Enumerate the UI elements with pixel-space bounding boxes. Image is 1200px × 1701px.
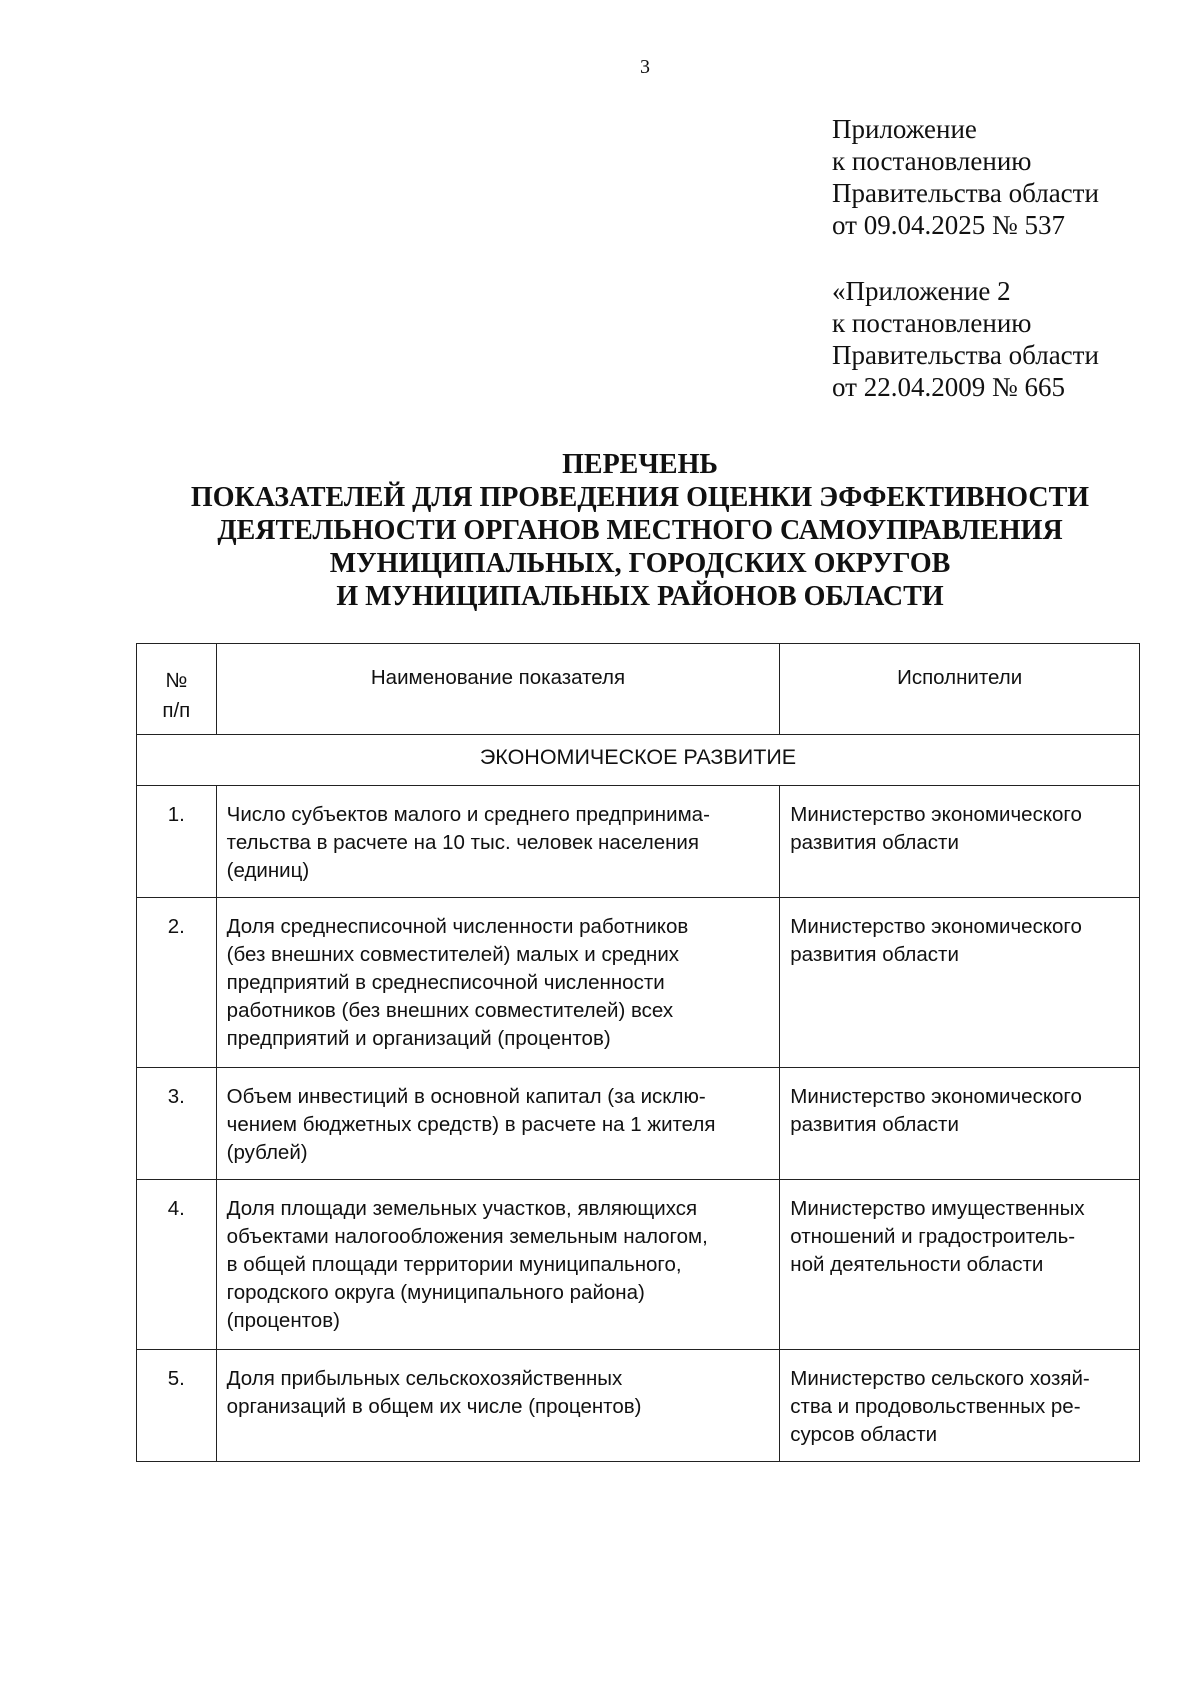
text-line: Доля среднесписочной численности работников bbox=[226, 915, 689, 938]
text-line: работников (без внешних совместителей) всех bbox=[226, 999, 674, 1022]
indicators-table bbox=[136, 643, 1140, 1462]
annex-line: «Приложение 2 bbox=[832, 276, 1011, 306]
text-line: Объем инвестиций в основной капитал (за исклю- bbox=[226, 1085, 706, 1108]
text-line: ной деятельности области bbox=[790, 1253, 1044, 1276]
text-line: Министерство экономического bbox=[790, 1085, 1082, 1108]
text-line: (без внешних совместителей) малых и средних bbox=[226, 943, 680, 966]
table-row bbox=[137, 1350, 1140, 1462]
text-line: сурсов области bbox=[790, 1423, 938, 1446]
annex-line: от 22.04.2009 № 665 bbox=[832, 372, 1065, 402]
row-number: 3. bbox=[137, 1068, 217, 1180]
text-line: (рублей) bbox=[226, 1141, 308, 1164]
text-line: ства и продовольственных ре- bbox=[790, 1395, 1081, 1418]
annex-reference-current bbox=[832, 113, 1099, 241]
indicator-executor bbox=[780, 1068, 1140, 1180]
indicator-name bbox=[216, 1068, 780, 1180]
table-row bbox=[137, 786, 1140, 898]
page-number: 3 bbox=[640, 56, 650, 78]
text-line: развития области bbox=[790, 1113, 959, 1136]
text-line: Министерство экономического bbox=[790, 803, 1082, 826]
title-line: И МУНИЦИПАЛЬНЫХ РАЙОНОВ ОБЛАСТИ bbox=[336, 581, 944, 612]
annex-reference-original bbox=[832, 275, 1099, 403]
indicator-executor bbox=[780, 1180, 1140, 1350]
title-line: МУНИЦИПАЛЬНЫХ, ГОРОДСКИХ ОКРУГОВ bbox=[329, 548, 951, 579]
indicator-name bbox=[216, 786, 780, 898]
text-line: Министерство экономического bbox=[790, 915, 1082, 938]
text-line: объектами налогообложения земельным налогом, bbox=[226, 1225, 708, 1248]
annex-line: к постановлению bbox=[832, 308, 1032, 338]
section-row bbox=[137, 735, 1140, 786]
row-number: 4. bbox=[137, 1180, 217, 1350]
indicator-executor bbox=[780, 898, 1140, 1068]
annex-line: к постановлению bbox=[832, 146, 1032, 176]
text-line: предприятий и организаций (процентов) bbox=[226, 1027, 611, 1050]
annex-line: Правительства области bbox=[832, 340, 1099, 370]
header-number bbox=[137, 644, 217, 735]
row-number: 1. bbox=[137, 786, 217, 898]
text-line: развития области bbox=[790, 943, 959, 966]
row-number: 5. bbox=[137, 1350, 217, 1462]
text-line: в общей площади территории муниципального, bbox=[226, 1253, 682, 1276]
title-line: ПЕРЕЧЕНЬ bbox=[562, 449, 718, 480]
annex-line: от 09.04.2025 № 537 bbox=[832, 210, 1065, 240]
section-title: ЭКОНОМИЧЕСКОЕ РАЗВИТИЕ bbox=[137, 735, 1140, 786]
title-line: ПОКАЗАТЕЛЕЙ ДЛЯ ПРОВЕДЕНИЯ ОЦЕНКИ ЭФФЕКТИВНОСТИ bbox=[190, 482, 1090, 513]
text-line: городского округа (муниципального района) bbox=[226, 1281, 645, 1304]
text-line: Министерство сельского хозяй- bbox=[790, 1367, 1090, 1390]
table-row bbox=[137, 1068, 1140, 1180]
text-line: предприятий в среднесписочной численности bbox=[226, 971, 665, 994]
indicator-name bbox=[216, 1180, 780, 1350]
indicator-name bbox=[216, 1350, 780, 1462]
text-line: развития области bbox=[790, 831, 959, 854]
indicator-name bbox=[216, 898, 780, 1068]
document-title bbox=[130, 448, 1150, 613]
table-row bbox=[137, 898, 1140, 1068]
text-line: организаций в общем их числе (процентов) bbox=[226, 1395, 642, 1418]
text-line: Доля площади земельных участков, являющихся bbox=[226, 1197, 698, 1220]
text-line: Доля прибыльных сельскохозяйственных bbox=[226, 1367, 623, 1390]
text-line: чением бюджетных средств) в расчете на 1 жителя bbox=[226, 1113, 716, 1136]
table-header-row bbox=[137, 644, 1140, 735]
indicator-executor bbox=[780, 1350, 1140, 1462]
annex-line: Приложение bbox=[832, 114, 977, 144]
text-line: отношений и градостроитель- bbox=[790, 1225, 1076, 1248]
indicator-executor bbox=[780, 786, 1140, 898]
text-line: Число субъектов малого и среднего предпринима- bbox=[226, 803, 710, 826]
row-number: 2. bbox=[137, 898, 217, 1068]
table-row bbox=[137, 1180, 1140, 1350]
header-executors: Исполнители bbox=[780, 644, 1140, 735]
annex-line: Правительства области bbox=[832, 178, 1099, 208]
text-line: (процентов) bbox=[226, 1309, 340, 1332]
header-number-symbol: № bbox=[165, 669, 188, 692]
text-line: тельства в расчете на 10 тыс. человек населения bbox=[226, 831, 699, 854]
header-number-abbr: п/п bbox=[162, 699, 191, 722]
header-indicator-name: Наименование показателя bbox=[216, 644, 780, 735]
title-line: ДЕЯТЕЛЬНОСТИ ОРГАНОВ МЕСТНОГО САМОУПРАВЛЕНИЯ bbox=[217, 515, 1063, 546]
text-line: Министерство имущественных bbox=[790, 1197, 1085, 1220]
text-line: (единиц) bbox=[226, 859, 310, 882]
